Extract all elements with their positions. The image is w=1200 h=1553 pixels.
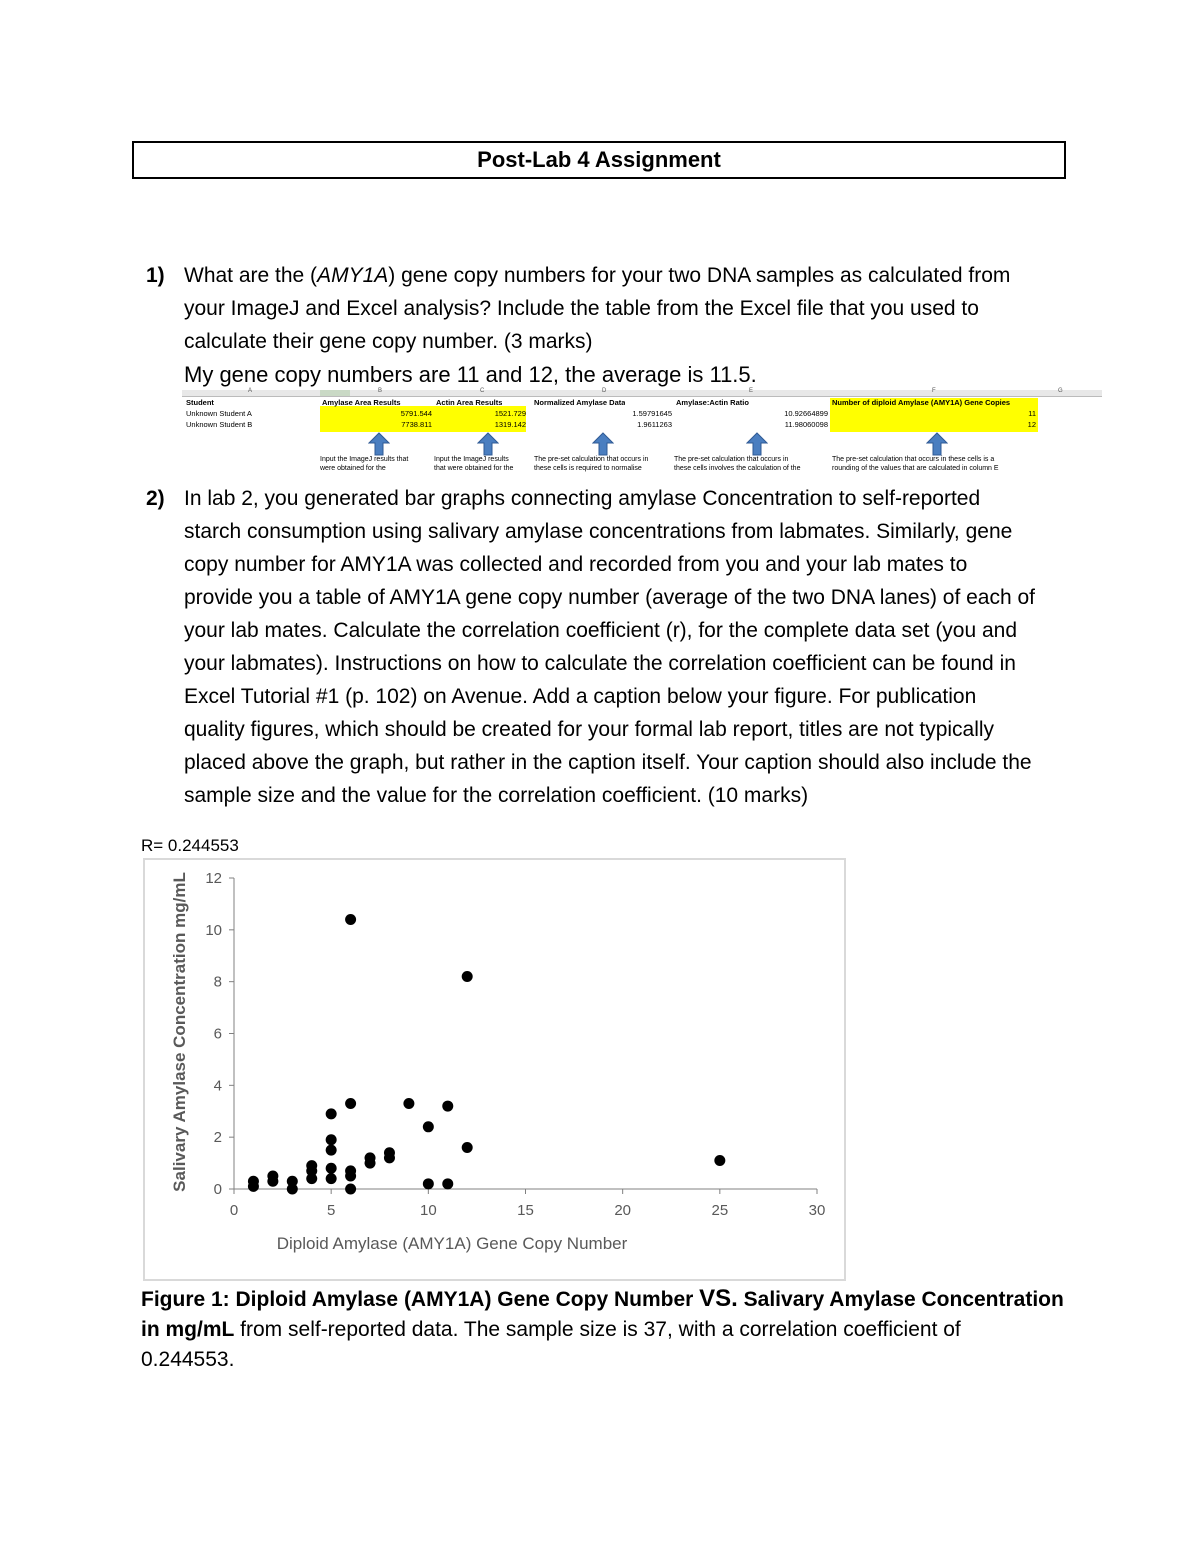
up-arrow-icon — [746, 432, 768, 456]
data-point — [345, 1165, 356, 1176]
question-line: calculate their gene copy number. (3 marks) — [184, 330, 593, 353]
question-line: In lab 2, you generated bar graphs connecting amylase Concentration to self-reported — [184, 487, 981, 510]
data-point — [462, 971, 473, 982]
question-line: copy number for AMY1A was collected and recorded from you and your lab mates to — [184, 553, 968, 576]
title-box — [132, 141, 1066, 179]
data-point — [423, 1178, 434, 1189]
x-axis-label: Diploid Amylase (AMY1A) Gene Copy Number — [276, 1234, 628, 1253]
sheet-note: Input the ImageJ results that were obtained for the — [320, 456, 409, 472]
up-arrow-icon — [477, 432, 499, 456]
y-tick-label: 8 — [213, 973, 222, 991]
y-tick-label: 12 — [205, 870, 222, 887]
up-arrow-icon — [926, 432, 948, 456]
x-tick-label: 0 — [229, 1202, 239, 1219]
data-point — [267, 1171, 278, 1182]
question-2 — [146, 482, 1066, 812]
data-point — [248, 1176, 259, 1187]
question-line: your ImageJ and Excel analysis? Include the table from the Excel file that you used to — [184, 297, 979, 320]
data-point — [326, 1108, 337, 1119]
y-tick-label: 0 — [213, 1181, 222, 1198]
x-tick-label: 5 — [326, 1202, 336, 1219]
data-point — [403, 1098, 414, 1109]
data-point — [345, 1098, 356, 1109]
question-line: What are the (AMY1A) gene copy numbers for your two DNA samples as calculated from — [184, 264, 1011, 287]
sheet-note: Input the ImageJ results that were obtained for the — [434, 456, 514, 472]
question-line: placed above the graph, but rather in the caption itself. Your caption should also include the — [184, 751, 1032, 774]
excel-table-image — [182, 390, 1102, 478]
page-title: Post-Lab 4 Assignment — [477, 147, 721, 172]
scatter-chart — [143, 858, 846, 1281]
data-point — [714, 1155, 725, 1166]
answer-text: My gene copy numbers are 11 and 12, the average is 11.5. — [184, 362, 757, 387]
question-line: sample size and the value for the correlation coefficient. (10 marks) — [184, 784, 809, 807]
sheet-row: Unknown Student A 5791.544 1521.729 1.59791645 10.92664899 11 — [186, 409, 1036, 418]
question-line: quality figures, which should be created for your formal lab report, titles are not typically — [184, 718, 995, 741]
data-point — [345, 914, 356, 925]
x-tick-label: 15 — [517, 1202, 534, 1219]
x-tick-label: 20 — [614, 1202, 632, 1219]
data-point — [287, 1176, 298, 1187]
data-point — [326, 1134, 337, 1145]
y-tick-label: 2 — [213, 1129, 222, 1147]
sheet-note: The pre-set calculation that occurs in these cells is a rounding of the values that are calculated in column E — [832, 456, 999, 472]
sheet-note: The pre-set calculation that occurs in these cells is required to normalise — [534, 456, 649, 472]
y-tick-label: 10 — [205, 921, 222, 939]
y-tick-label: 6 — [213, 1025, 222, 1043]
data-point — [442, 1101, 453, 1112]
question-line: Excel Tutorial #1 (p. 102) on Avenue. Add a caption below your figure. For publication — [184, 685, 977, 708]
column-header-strip: A B C D E F G — [182, 390, 1102, 397]
figure-caption: Figure 1: Diploid Amylase (AMY1A) Gene Copy Number VS. Salivary Amylase Concentration in mg/mL from self-reported data. The sample size is 37, with a correlation coefficient of 0.244553. — [141, 1285, 1064, 1371]
correlation-value: R= 0.244553 — [141, 836, 239, 855]
data-point — [442, 1178, 453, 1189]
question-line: your labmates). Instructions on how to calculate the correlation coefficient can be found in — [184, 652, 1016, 675]
sheet-note: The pre-set calculation that occurs in these cells involves the calculation of the — [674, 456, 801, 472]
x-tick-label: 10 — [419, 1202, 437, 1219]
x-tick-label: 30 — [808, 1202, 826, 1219]
y-tick-label: 4 — [213, 1077, 222, 1095]
question-line: your lab mates. Calculate the correlation coefficient (r), for the complete data set (you and — [184, 619, 1018, 642]
question-number: 2) — [146, 487, 165, 510]
data-point — [326, 1173, 337, 1184]
data-point — [326, 1145, 337, 1156]
y-axis-label: Salivary Amylase Concentration mg/mL — [170, 872, 189, 1192]
sheet-row: Unknown Student B 7738.811 1319.142 1.9611263 11.98060098 12 — [186, 420, 1036, 429]
data-point — [306, 1160, 317, 1171]
question-line: provide you a table of AMY1A gene copy number (average of the two DNA lanes) of each of — [184, 586, 1036, 609]
chart-svg — [145, 860, 844, 1279]
sheet-header-row: Student Amylase Area Results Actin Area Results Normalized Amylase Data Amylase:Actin Ratio Number of diploid Amylase (AMY1A) Gene Copies — [186, 398, 1011, 407]
x-tick-label: 25 — [711, 1202, 729, 1219]
data-point — [462, 1142, 473, 1153]
data-point — [345, 1184, 356, 1195]
question-1 — [146, 259, 1066, 391]
data-point — [365, 1152, 376, 1163]
data-point — [423, 1121, 434, 1132]
question-number: 1) — [146, 264, 165, 287]
data-point — [384, 1147, 395, 1158]
question-line: starch consumption using salivary amylase concentrations from labmates. Similarly, gene — [184, 520, 1013, 543]
data-point — [326, 1163, 337, 1174]
up-arrow-icon — [592, 432, 614, 456]
up-arrow-icon — [368, 432, 390, 456]
